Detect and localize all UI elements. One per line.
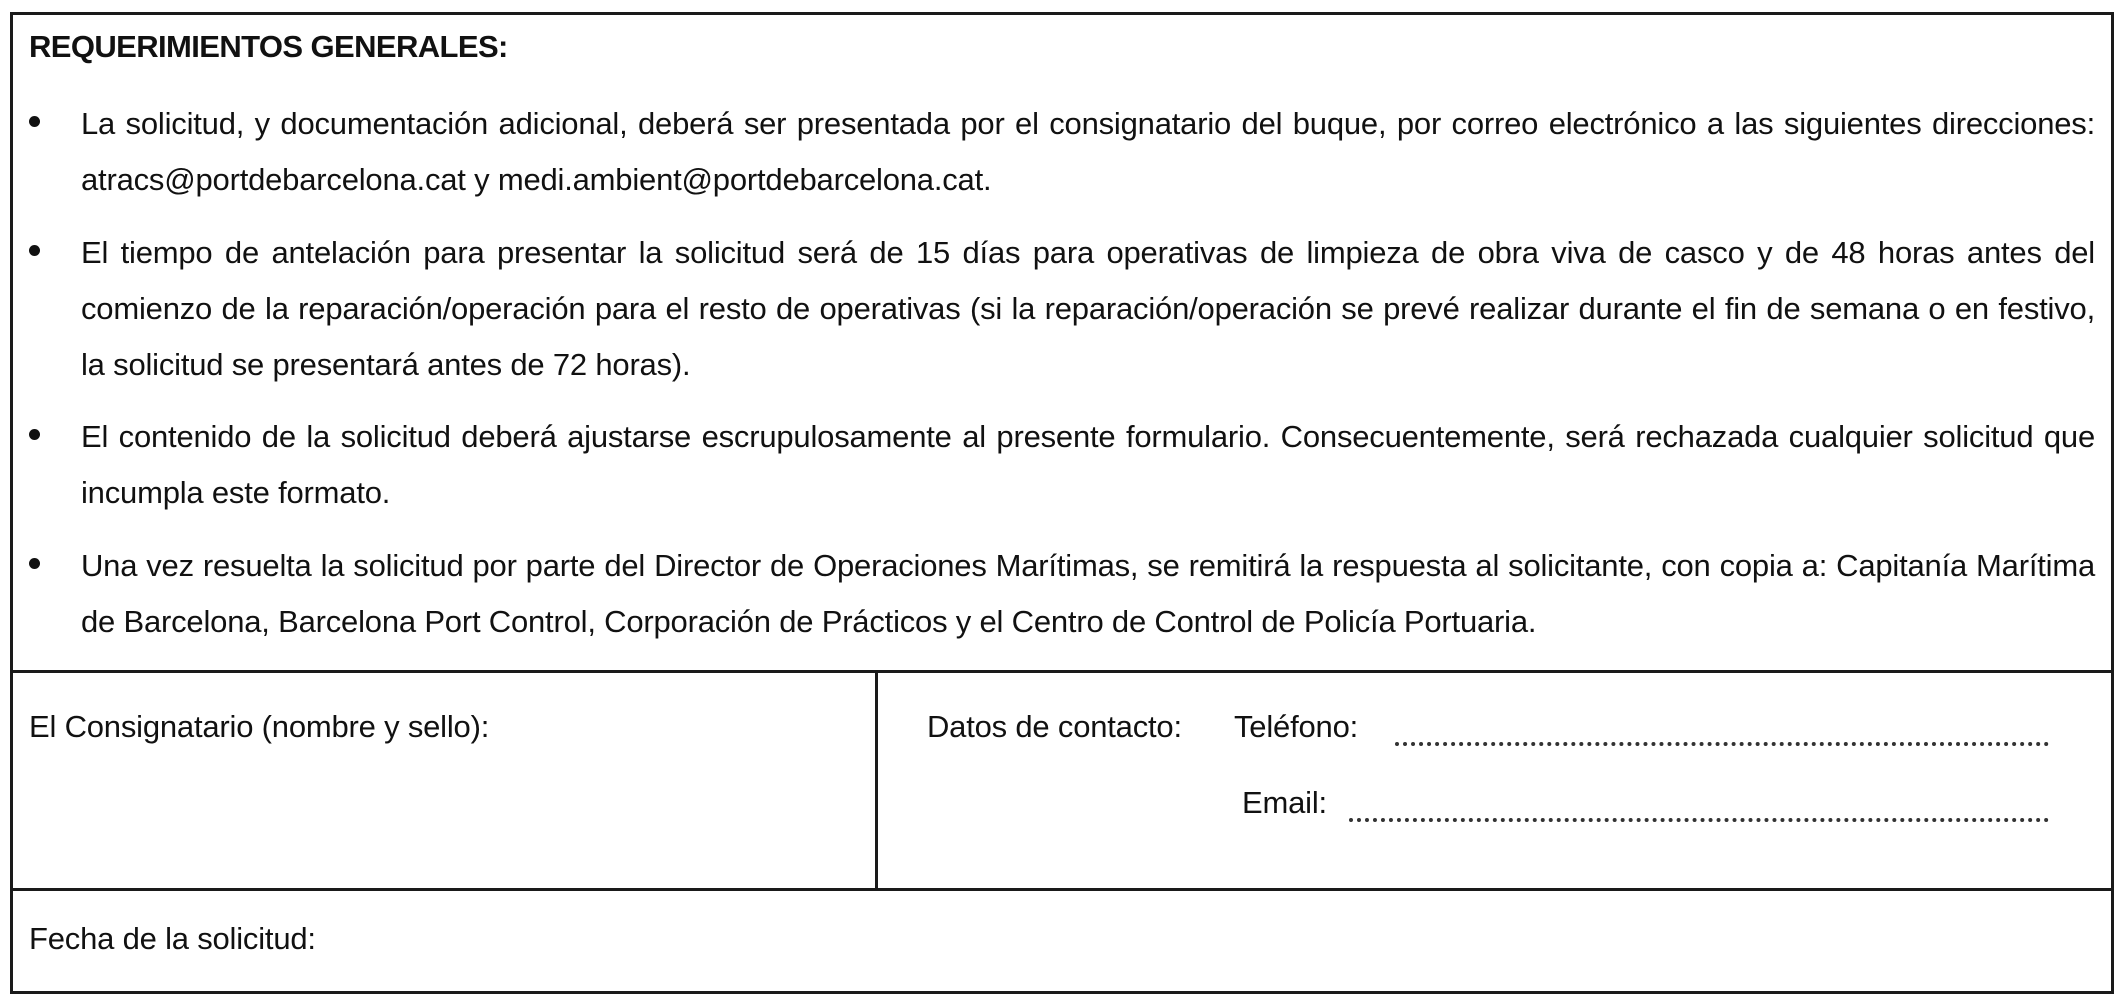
request-date-label: Fecha de la solicitud:: [29, 921, 316, 956]
email-field[interactable]: [1349, 818, 2049, 822]
bullet-icon: [29, 245, 40, 256]
request-date-section: [13, 891, 2111, 991]
bullet-icon: [29, 116, 40, 127]
requirement-text: El tiempo de antelación para presentar la solicitud será de 15 días para operativas de limpieza de obra viva de casco y de 48 horas antes del comienzo de la reparación/operación para el resto de operativas (si la reparación/operación se prevé realizar durante el fin de semana o en festivo, la solicitud se presentará antes de 72 horas).: [81, 235, 2095, 382]
requirements-title: REQUERIMIENTOS GENERALES:: [29, 29, 508, 64]
requirement-text: El contenido de la solicitud deberá ajustarse escrupulosamente al presente formulario. Consecuentemente, será rechazada cualquier solicitud que incumpla este formato.: [81, 419, 2095, 510]
email-label: Email:: [1242, 785, 1327, 820]
general-requirements-section: [13, 15, 2111, 673]
consignee-label: El Consignatario (nombre y sello):: [29, 709, 490, 744]
bullet-icon: [29, 429, 40, 440]
requirement-text: Una vez resuelta la solicitud por parte del Director de Operaciones Marítimas, se remitirá la respuesta al solicitante, con copia a: Capitanía Marítima de Barcelona, Barcelona Port Control, Corporación de Prácticos y el Centro de Control de Policía Portuaria.: [81, 548, 2095, 639]
bullet-icon: [29, 558, 40, 569]
column-divider: [875, 673, 878, 888]
requirement-text: La solicitud, y documentación adicional, deberá ser presentada por el consignatario del buque, por correo electrónico a las siguientes direcciones: atracs@portdebarcelona.cat y medi.ambient@portdebarcelona.cat.: [81, 106, 2095, 197]
phone-label: Teléfono:: [1234, 709, 1359, 744]
consignee-contact-section: [13, 673, 2111, 891]
contact-label: Datos de contacto:: [927, 709, 1182, 744]
request-form: [10, 12, 2114, 994]
phone-field[interactable]: [1395, 742, 2049, 746]
